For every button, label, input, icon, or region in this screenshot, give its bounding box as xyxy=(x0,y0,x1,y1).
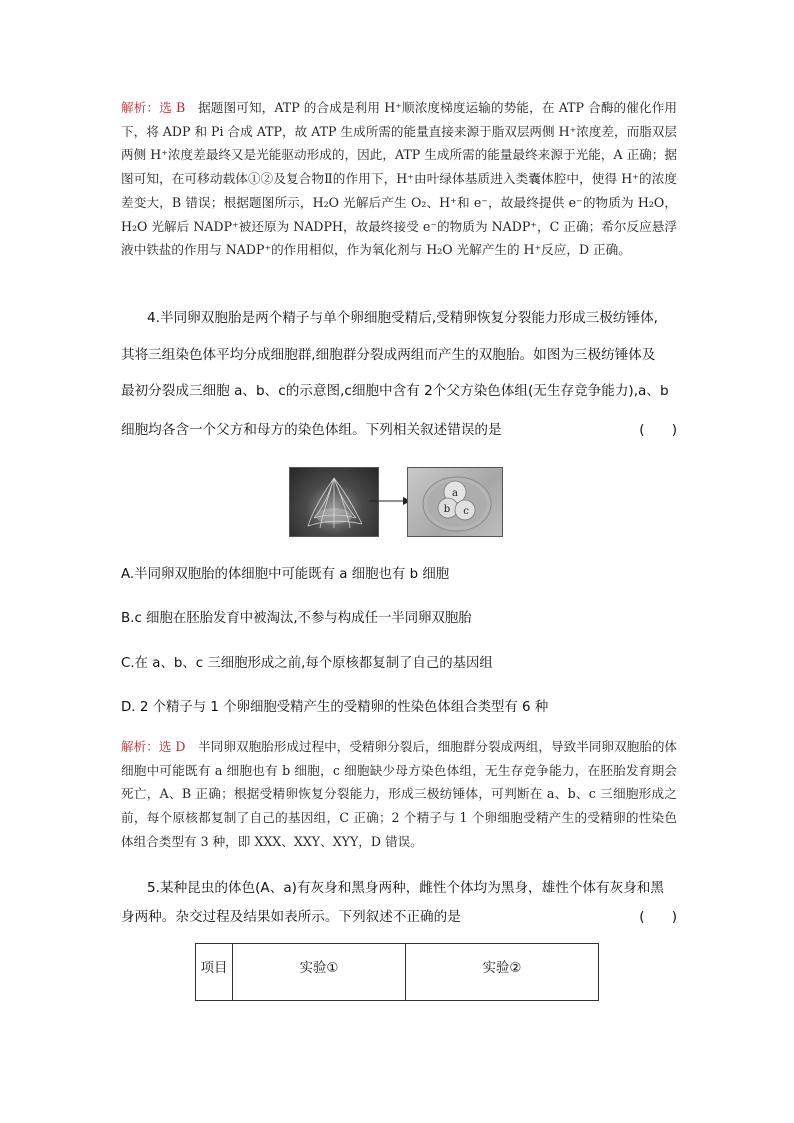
question-line: 最初分裂成三细胞 a、b、c的示意图,c细胞中含有 2个父方染色体组(无生存竞争能力),a、b xyxy=(121,383,669,399)
table-header-cell: 项目 xyxy=(196,944,233,1001)
question-line: 5.某种昆虫的体色(A、a)有灰身和黑身两种，雌性个体均为黑身，雄性个体有灰身和黑 xyxy=(147,880,664,896)
tripolar-spindle-image xyxy=(289,467,379,537)
three-cells-image xyxy=(407,467,503,537)
experiment-table xyxy=(195,943,599,1001)
table-header-cell: 实验① xyxy=(233,944,406,1001)
question-line: 细胞均各含一个父方和母方的染色体组。下列相关叙述错误的是 xyxy=(121,422,502,438)
answer-paren: ( ) xyxy=(639,422,677,438)
analysis-label: 解析：选 B xyxy=(121,100,186,115)
question-line: 4.半同卵双胞胎是两个精子与单个卵细胞受精后,受精卵恢复分裂能力形成三极纺锤体, xyxy=(147,310,658,326)
cell-a-label: a xyxy=(452,488,458,499)
analysis-text: 半同卵双胞胎形成过程中，受精卵分裂后，细胞群分裂成两组，导致半同卵双胞胎的体细胞中可能既有 a 细胞也有 b 细胞，c 细胞缺少母方染色体组，无生存竞争能力，在胚胎发育期会死亡，A、B 正确；根据受精卵恢复分裂能力，形成三极纺锤体，可判断在 a、b、c 三细胞形成之前，每个原核都复制了自己的基因组，C 正确；2 个精子与 1 个卵细胞受精产生的受精卵的性染色体组合类型有 3 种，即 XXX、XXY、XYY，D 错误。 xyxy=(121,739,678,849)
analysis-text: 据题图可知，ATP 的合成是利用 H⁺顺浓度梯度运输的势能，在 ATP 合酶的催化作用下，将 ADP 和 Pi 合成 ATP，故 ATP 生成所需的能量直接来源于脂双层两侧 H⁺浓度差，而脂双层两侧 H⁺浓度差最终又是光能驱动形成的，因此，ATP 生成所需的能量最终来源于光能，A 正确；据图可知，在可移动载体①②及复合物Ⅱ的作用下，H⁺由叶绿体基质进入类囊体腔中，使得 H⁺的浓度差变大，B 错误；根据题图所示，H₂O 光解后产生 O₂、H⁺和 e⁻，故最终提供 e⁻的物质为 H₂O，H₂O 光解后 NADP⁺被还原为 NADPH，故最终接受 e⁻的物质为 NADP⁺，C 正确；希尔反应悬浮液中铁盐的作用与 NADP⁺的作用相似，作为氧化剂与 H₂O 光解产生的 H⁺反应，D 正确。 xyxy=(121,100,677,258)
option-c: C.在 a、b、c 三细胞形成之前,每个原核都复制了自己的基因组 xyxy=(121,656,493,671)
question-line: 身两种。杂交过程及结果如表所示。下列叙述不正确的是 xyxy=(121,909,461,925)
analysis-paragraph-3 xyxy=(121,96,677,262)
cell-c-label: c xyxy=(463,506,469,517)
question-5-stem xyxy=(121,876,677,936)
option-d: D. 2 个精子与 1 个卵细胞受精产生的受精卵的性染色体组合类型有 6 种 xyxy=(121,700,549,715)
question-line: 其将三组染色体平均分成细胞群,细胞群分裂成两组而产生的双胞胎。如图为三极纺锤体及 xyxy=(121,347,656,363)
table-header-cell: 实验② xyxy=(406,944,599,1001)
option-b: B.c 细胞在胚胎发育中被淘汰,不参与构成任一半同卵双胞胎 xyxy=(121,611,472,626)
table-header-row xyxy=(196,944,599,1001)
cell-b-label: b xyxy=(443,504,451,515)
answer-paren: ( ) xyxy=(639,909,677,925)
analysis-label: 解析：选 D xyxy=(121,739,186,754)
analysis-paragraph-4 xyxy=(121,735,677,854)
option-a: A.半同卵双胞胎的体细胞中可能既有 a 细胞也有 b 细胞 xyxy=(121,567,450,582)
question-4-stem xyxy=(121,306,677,446)
